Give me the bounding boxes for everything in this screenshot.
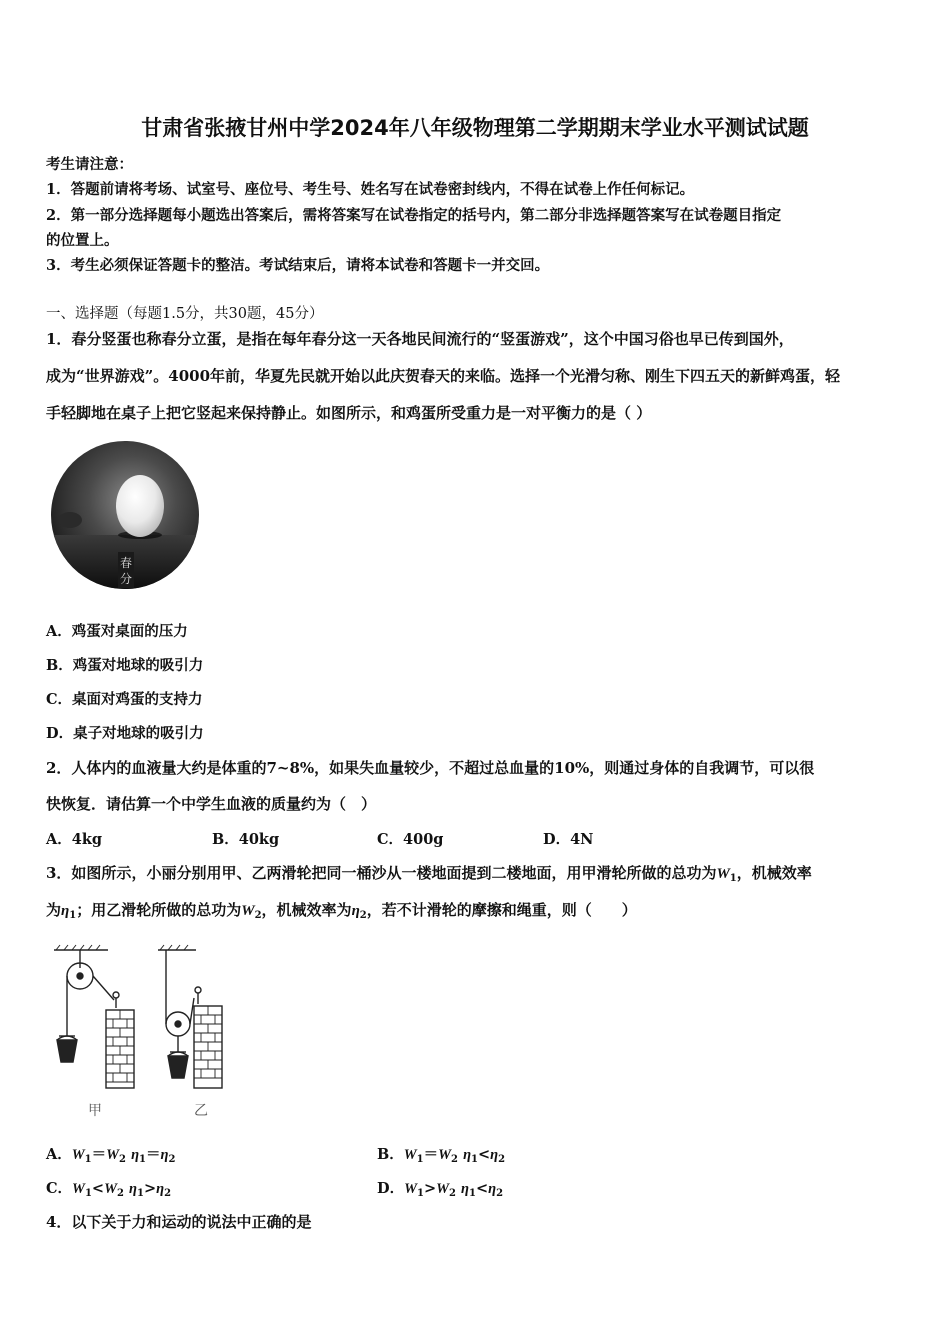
q3-w2-sub: 2: [254, 910, 262, 921]
egg-caption-1: 春: [119, 556, 133, 570]
q3-w1-sub: 1: [729, 873, 737, 884]
q3-d-letter: D．: [377, 1180, 405, 1197]
q3-line-1: [46, 862, 812, 884]
q1-line-2: 成为“世界游戏”。4000年前，华夏先民就开始以此庆贺春天的来临。选择一个光滑匀称、刚生下四五天的新鲜鸡蛋，轻: [46, 367, 841, 385]
q3-d-s1: 1: [416, 1188, 424, 1199]
q2-option-b: B．40kg: [212, 831, 280, 848]
q3-a-s3: 1: [139, 1154, 147, 1165]
q3-b-s1: 1: [416, 1154, 424, 1165]
q3-d-e1: η: [461, 1181, 470, 1197]
q3-eta2: η: [351, 903, 360, 919]
q4-line: 4．以下关于力和运动的说法中正确的是: [46, 1213, 312, 1231]
q3-option-a: [46, 1143, 175, 1165]
q3-option-d: [377, 1177, 503, 1199]
egg-image: [50, 440, 200, 590]
q2-line-1: 2．人体内的血液量大约是体重的7~8%，如果失血量较少，不超过总血量的10%，则通过身体的自我调节，可以很: [46, 759, 815, 777]
q3-a-w2: W: [106, 1147, 120, 1163]
q3-option-c: [46, 1177, 171, 1199]
notice-item-1: 1．答题前请将考场、试室号、座位号、考生号、姓名写在试卷密封线内，不得在试卷上作任何标记。: [46, 181, 695, 198]
q3-b-letter: B．: [377, 1146, 404, 1163]
q3-a-letter: A．: [46, 1146, 72, 1163]
q3-d-w1: W: [404, 1181, 417, 1197]
q3-d-rel1: >: [423, 1180, 437, 1197]
q3-d-s2: 2: [449, 1188, 456, 1199]
q3-l2-j: ，若不计滑轮的摩擦和绳重，则（ ）: [366, 901, 637, 919]
q3-b-s3: 1: [471, 1154, 479, 1165]
q3-d-s3: 1: [469, 1188, 476, 1199]
q3-c-s2: 2: [116, 1188, 124, 1199]
q3-line-1-text: 3．如图所示，小丽分别用甲、乙两滑轮把同一桶沙从一楼地面提到二楼地面，用甲滑轮所做的总功为: [46, 864, 717, 882]
q3-d-rel2: <: [475, 1180, 489, 1197]
q3-w2-var: W: [241, 903, 255, 919]
q3-b-rel1: ＝: [423, 1146, 439, 1163]
q3-c-e1: η: [129, 1181, 137, 1197]
q3-option-b: [377, 1143, 505, 1165]
q3-b-e1: η: [463, 1147, 472, 1163]
q3-d-s4: 2: [496, 1188, 504, 1199]
q3-c-w1: W: [72, 1181, 85, 1197]
q3-b-w1: W: [403, 1147, 417, 1163]
q3-eta2-sub: 2: [359, 910, 367, 921]
q1-option-b: B．鸡蛋对地球的吸引力: [46, 657, 204, 674]
q3-c-letter: C．: [46, 1180, 73, 1197]
q1-option-d: D．桌子对地球的吸引力: [46, 725, 204, 742]
page-title: 甘肃省张掖甘州中学2024年八年级物理第二学期期末学业水平测试试题: [141, 116, 809, 140]
q3-c-rel2: >: [143, 1180, 157, 1197]
q3-b-w2: W: [438, 1147, 452, 1163]
q3-eta1-sub: 1: [69, 910, 77, 921]
q3-l2-a: 为: [46, 901, 62, 919]
q3-b-s2: 2: [451, 1154, 459, 1165]
notice-item-3: 3．考生必须保证答题卡的整洁。考试结束后，请将本试卷和答题卡一并交回。: [46, 257, 550, 274]
notice-item-2-cont: 的位置上。: [46, 232, 119, 249]
pulley-label-jia: 甲: [88, 1103, 102, 1119]
q3-a-s2: 2: [119, 1154, 127, 1165]
q3-c-s3: 1: [136, 1188, 144, 1199]
notice-item-2: 2．第一部分选择题每小题选出答案后，需将答案写在试卷指定的括号内，第二部分非选择题答案写在试卷题目指定: [46, 207, 782, 224]
q3-a-e2: η: [160, 1147, 169, 1163]
q3-a-w1: W: [71, 1147, 85, 1163]
q3-d-w2: W: [436, 1181, 450, 1197]
q3-w1-var: W: [716, 866, 730, 882]
q3-d-e2: η: [488, 1181, 497, 1197]
q3-eta1: η: [61, 903, 70, 919]
notice-heading: 考生请注意：: [46, 156, 133, 173]
q3-c-w2: W: [104, 1181, 117, 1197]
q1-option-a: A．鸡蛋对桌面的压力: [46, 623, 188, 640]
section-heading: 一、选择题（每题1.5分，共30题，45分）: [46, 306, 324, 322]
pulley-label-yi: 乙: [194, 1103, 208, 1119]
q3-a-s4: 2: [168, 1154, 176, 1165]
egg-caption-2: 分: [119, 572, 133, 586]
q3-a-rel1: ＝: [91, 1146, 107, 1163]
q2-option-a: A．4kg: [46, 831, 103, 848]
q3-c-s1: 1: [84, 1188, 92, 1199]
q3-line-2: [46, 899, 637, 921]
q3-l2-g: ，机械效率为: [261, 901, 352, 919]
q2-option-d: D．4N: [543, 831, 594, 848]
q1-line-1: 1．春分竖蛋也称春分立蛋，是指在每年春分这一天各地民间流行的“竖蛋游戏”，这个中国习俗也早已传到国外，: [46, 330, 794, 348]
q1-option-c: C．桌面对鸡蛋的支持力: [46, 691, 203, 708]
q3-l2-d: ；用乙滑轮所做的总功为: [76, 901, 242, 919]
q3-line-1-end: ，机械效率: [736, 864, 812, 882]
q3-c-s4: 2: [164, 1188, 172, 1199]
q1-line-3: 手轻脚地在桌子上把它竖起来保持静止。如图所示，和鸡蛋所受重力是一对平衡力的是（ ）: [46, 404, 652, 422]
q3-b-rel2: <: [478, 1146, 491, 1163]
q3-a-rel2: ＝: [146, 1146, 161, 1163]
q3-c-e2: η: [156, 1181, 165, 1197]
q3-b-s4: 2: [498, 1154, 506, 1165]
q3-a-e1: η: [131, 1147, 140, 1163]
q3-b-e2: η: [490, 1147, 499, 1163]
q2-line-2: 快恢复．请估算一个中学生血液的质量约为（ ）: [46, 795, 377, 813]
q3-c-rel1: <: [91, 1180, 105, 1197]
q3-a-s1: 1: [84, 1154, 92, 1165]
q2-option-c: C．400g: [377, 831, 444, 848]
pulley-diagram: [46, 944, 236, 1124]
